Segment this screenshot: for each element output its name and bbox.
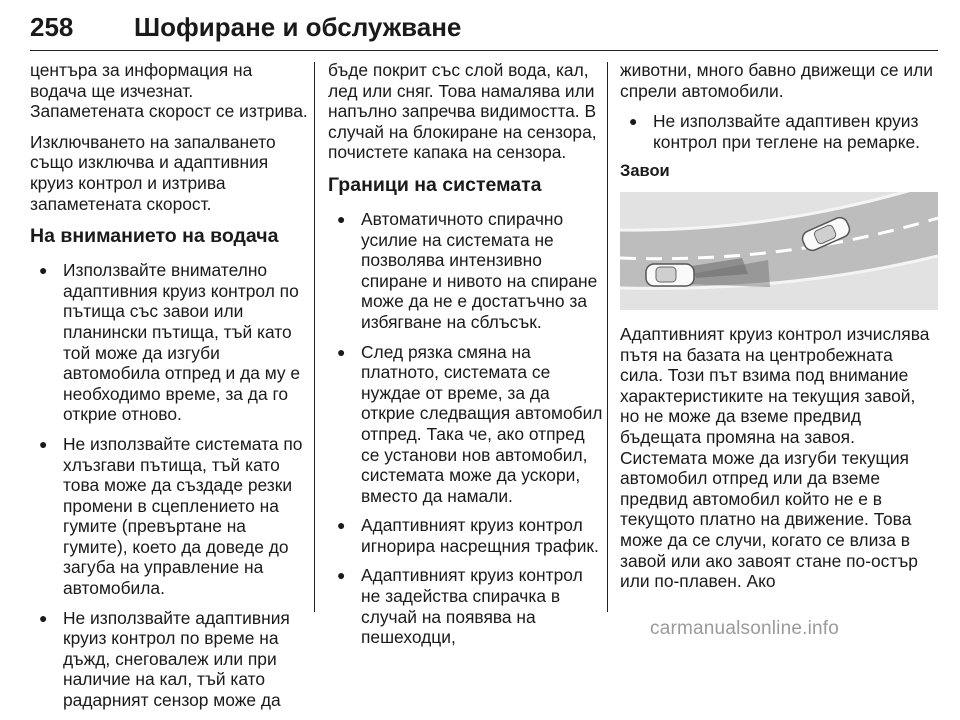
bullet-item: ● Адаптивният круиз контрол игнорира насрещния трафик.	[328, 515, 606, 556]
paragraph: центъра за информация на водача ще изчезнат. Запаметената скорост се изтрива.	[30, 60, 308, 122]
column-divider-2	[607, 62, 608, 612]
bullet-list	[30, 260, 308, 710]
section-title: Шофиране и обслужване	[134, 12, 462, 42]
bullet-item: ● Използвайте внимателно адаптивния круиз контрол по пътища със завои или планински пътища, тъй като той може да изгуби автомобила отпред и да му е необходимо време, за да го открие отново.	[30, 260, 308, 425]
column-1	[30, 60, 308, 720]
bullet-item: ● Адаптивният круиз контрол не задейства спирачка в случай на появява на пешеходци,	[328, 565, 606, 647]
paragraph: бъде покрит със слой вода, кал, лед или сняг. Това намалява или напълно запречва видимостта. В случай на блокиране на сензора, почистете капака на сензора.	[328, 60, 597, 163]
car-front-icon	[646, 264, 694, 286]
header-rule	[30, 50, 938, 51]
bullet-item: ● След рязка смяна на платното, системата се нуждае от време, за да открие следващия автомобил отпред. Така че, ако отпред се установи нов автомобил, системата може да ускори, вместо да намали.	[328, 342, 606, 507]
bullet-list	[328, 209, 606, 648]
page-number: 258	[30, 12, 74, 42]
bullet-list	[620, 111, 938, 152]
column-3	[620, 60, 938, 602]
bullet-item: ● Автоматичното спирачно усилие на системата не позволява интензивно спиране и нивото на спиране може да не е достатъчно за избягване на сблъсък.	[328, 209, 606, 333]
paragraph: животни, много бавно движещи се или спрели автомобили.	[620, 60, 933, 101]
curve-road-drawing	[620, 192, 938, 310]
page-header	[30, 6, 938, 46]
subsection-heading: Завои	[620, 162, 670, 181]
section-heading: На вниманието на водача	[30, 225, 279, 248]
bullet-item: ● Не използвайте адаптивен круиз контрол при теглене на ремарке.	[620, 111, 938, 152]
watermark: carmanualsonline.info	[650, 618, 840, 639]
column-2	[328, 60, 606, 657]
column-divider-1	[314, 62, 315, 612]
bullet-item: ● Не използвайте адаптивния круиз контрол по време на дъжд, снеговалеж или при наличие на кал, тъй като радарният сензор може да	[30, 608, 308, 711]
section-heading: Граници на системата	[328, 173, 542, 196]
paragraph: Адаптивният круиз контрол изчислява пътя на базата на центробежната сила. Този път взима под внимание характеристиките на текущия завой, но не може да вземе предвид бъдещата промяна на завоя. Системата може да изгуби текущия автомобил отпред или да вземе предвид автомобил който не е в текущото платно на движение. Това може да се случи, когато се влиза в завой или ако завоят стане по-остър или по-плавен. Ако	[620, 323, 930, 592]
curve-road-illustration	[620, 192, 938, 310]
bullet-item: ● Не използвайте системата по хлъзгави пътища, тъй като това може да създаде резки промени в сцеплението на гумите (превъртане на гумите), което да доведе до загуба на управление на автомобила.	[30, 434, 308, 599]
paragraph: Изключването на запалването също изключва и адаптивния круиз контрол и изтрива запаметената скорост.	[30, 131, 276, 214]
